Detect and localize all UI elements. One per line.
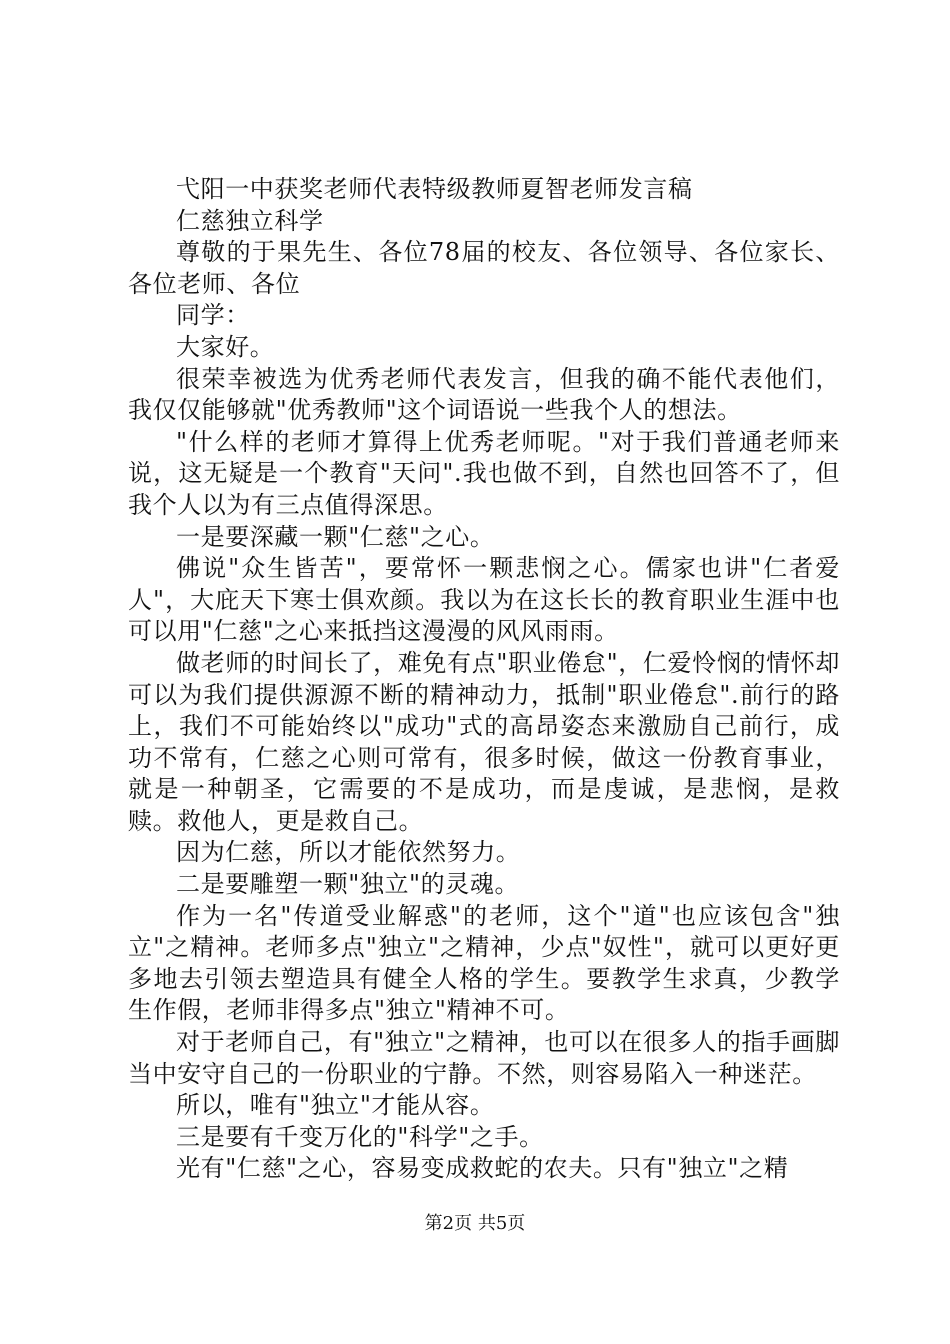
document-body [128,174,840,1185]
paragraph: 作为一名"传道受业解惑"的老师，这个"道"也应该包含"独立"之精神。老师多点"独立"之精神，少点"奴性"，就可以更好更多地去引领去塑造具有健全人格的学生。要教学生求真，少教学生作假，老师非得多点"独立"精神不可。 [128,901,840,1025]
paragraph: 所以，唯有"独立"才能从容。 [176,1091,495,1120]
document-subtitle: 仁慈独立科学 [176,206,324,235]
page-footer: 第2页 共5页 [424,1213,526,1234]
paragraph: 很荣幸被选为优秀老师代表发言，但我的确不能代表他们，我仅仅能够就"优秀教师"这个词语说一些我个人的想法。 [128,364,840,425]
paragraph-salutation: 尊敬的于果先生、各位78届的校友、各位领导、各位家长、各位老师、各位 [128,238,840,298]
paragraph: 光有"仁慈"之心，容易变成救蛇的农夫。只有"独立"之精 [176,1154,789,1183]
paragraph-point-one: 一是要深藏一颗"仁慈"之心。 [176,522,495,551]
paragraph: 因为仁慈，所以才能依然努力。 [176,838,521,867]
paragraph-greeting: 大家好。 [176,332,275,361]
document-title: 弋阳一中获奖老师代表特级教师夏智老师发言稿 [176,175,693,203]
paragraph: "什么样的老师才算得上优秀老师呢。"对于我们普通老师来说，这无疑是一个教育"天问".我也做不到，自然也回答不了，但我个人以为有三点值得深思。 [128,427,840,519]
paragraph-point-three: 三是要有千变万化的"科学"之手。 [176,1122,544,1151]
paragraph: 做老师的时间长了，难免有点"职业倦怠"，仁爱怜悯的情怀却可以为我们提供源源不断的精神动力，抵制"职业倦怠".前行的路上，我们不可能始终以"成功"式的高昂姿态来激励自己前行，成功不常有，仁慈之心则可常有，很多时候，做这一份教育事业，就是一种朝圣，它需要的不是成功，而是虔诚，是悲悯，是救赎。救他人，更是救自己。 [128,648,840,835]
paragraph: 对于老师自己，有"独立"之精神，也可以在很多人的指手画脚当中安守自己的一份职业的宁静。不然，则容易陷入一种迷茫。 [128,1028,840,1088]
paragraph-point-two: 二是要雕塑一颗"独立"的灵魂。 [176,870,520,899]
paragraph-salutation-cont: 同学： [176,301,250,330]
paragraph: 佛说"众生皆苦"，要常怀一颗悲悯之心。儒家也讲"仁者爱人"，大庇天下寒士俱欢颜。我以为在这长长的教育职业生涯中也可以用"仁慈"之心来抵挡这漫漫的风风雨雨。 [128,554,840,646]
